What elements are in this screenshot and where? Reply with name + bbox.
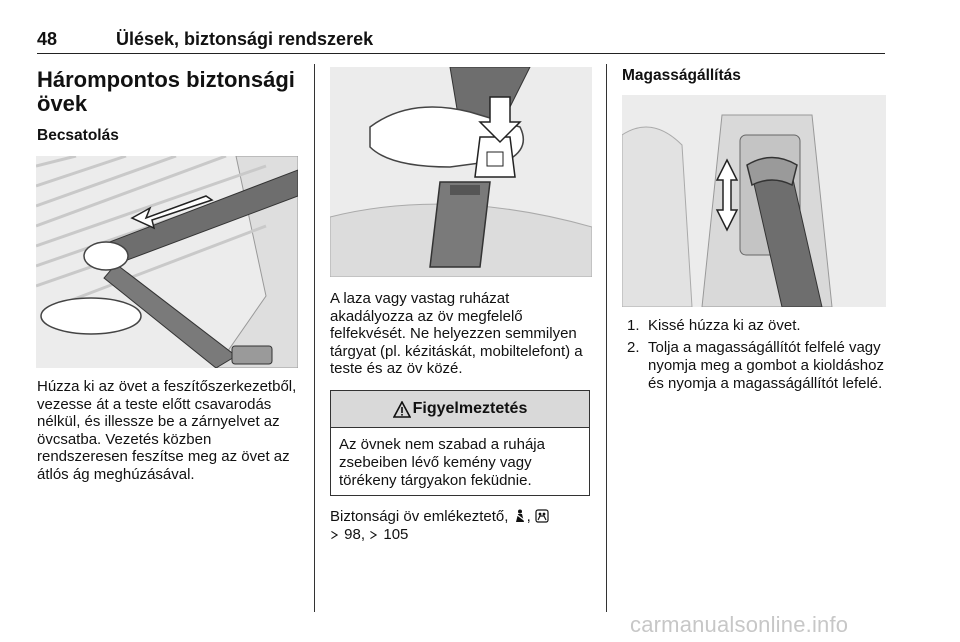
seatbelt-person-icon: [513, 509, 527, 523]
step-text: Tolja a magasságállítót felfelé vagy nyomja meg a gombot a kioldáshoz és nyomja a magasságállítót lefelé.: [648, 339, 884, 392]
seatbelt-reminder-icon: [535, 509, 549, 523]
page-reference-arrow-icon: [369, 529, 379, 541]
reminder-separator: ,: [526, 508, 531, 525]
clothing-warning-text: A laza vagy vastag ruházat akadályozza az öv megfelelő felfekvését. Ne helyezzen semmilyen tárgyat (pl. kézitáskát, mobiltelefont) a teste és az öv közé.: [330, 290, 583, 378]
watermark: carmanualsonline.info: [630, 612, 849, 637]
list-item: [627, 339, 887, 393]
step-number: 2.: [627, 339, 640, 356]
warning-heading: [331, 391, 589, 428]
list-item: [627, 317, 887, 335]
reference-separator: ,: [360, 525, 366, 543]
seatbelt-reminder-reference: [330, 508, 595, 543]
page-reference-2-number: 105: [383, 525, 409, 543]
step-number: 1.: [627, 317, 640, 334]
column-divider-right: [606, 64, 607, 612]
step-text: Kissé húzza ki az övet.: [648, 317, 801, 334]
page-reference-arrow-icon: [330, 529, 340, 541]
subsection-title-height: Magasságállítás: [622, 67, 741, 84]
page-number: 48: [37, 29, 58, 49]
warning-triangle-icon: [393, 401, 411, 418]
page-reference-2[interactable]: [369, 526, 408, 543]
figure-fastening-belt: [36, 156, 298, 368]
figure-height-adjuster: [622, 95, 886, 307]
page-reference-1[interactable]: [330, 526, 361, 543]
page-reference-1-number: 98: [344, 525, 361, 543]
height-adjust-steps: [627, 317, 887, 397]
figure-buckle-insert: [330, 67, 592, 277]
subsection-title-buckling: Becsatolás: [37, 127, 119, 144]
section-title: Hárompontos biztonsági övek: [37, 67, 295, 116]
seatbelt-reminder-label: Biztonsági öv emlékeztető,: [330, 508, 509, 525]
buckling-instructions: Húzza ki az övet a feszítőszerkezetből, vezesse át a teste előtt csavarodás nélkül, és illessze be a zárnyelvet az övcsatba. Vezetés közben rendszeresen feszítse meg az övet az átlós ág meghúzásával.: [37, 378, 297, 483]
page-header: [37, 27, 885, 54]
warning-text: Az övnek nem szabad a ruhája zsebeiben lévő kemény vagy törékeny tárgyakon feküdnie.: [339, 436, 545, 489]
column-divider-left: [314, 64, 315, 612]
warning-heading-label: Figyelmeztetés: [412, 400, 528, 417]
chapter-title: Ülések, biztonsági rendszerek: [116, 29, 374, 49]
warning-box: [330, 390, 590, 496]
